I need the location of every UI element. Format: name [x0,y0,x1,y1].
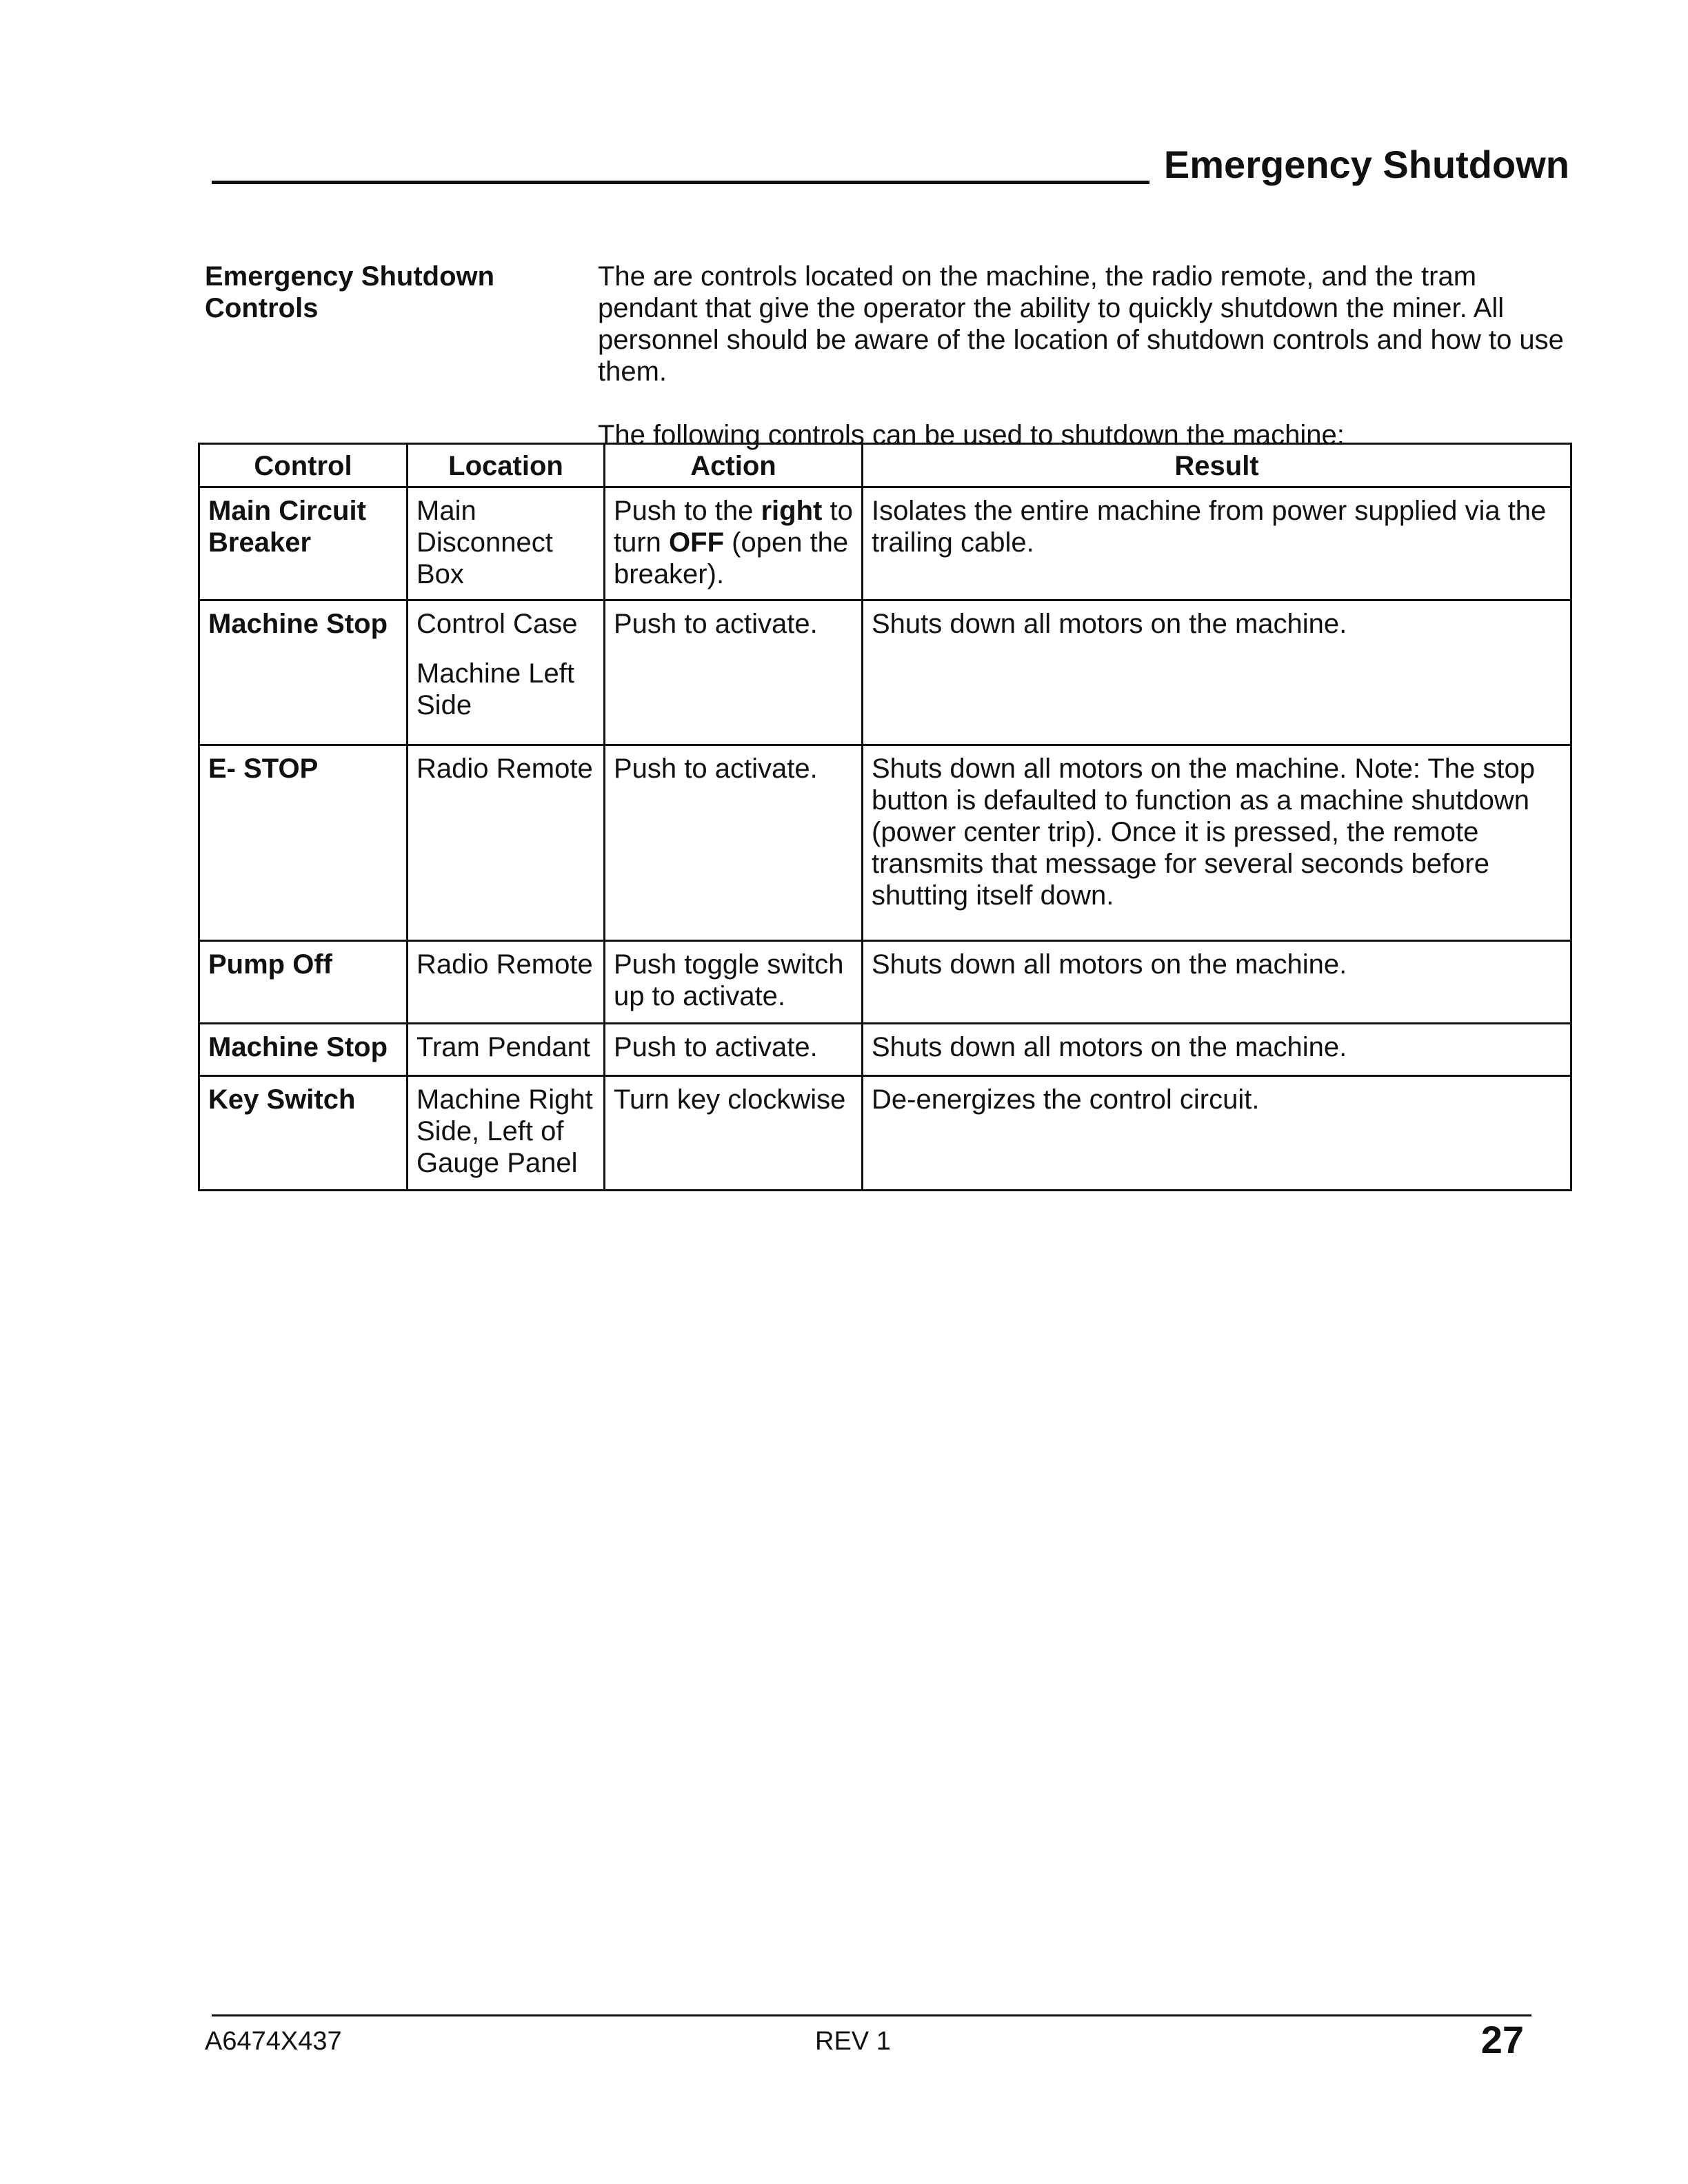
cell-control: Key Switch [199,1076,408,1191]
header-rule [212,181,1149,184]
cell-action [605,745,863,941]
cell-location [408,487,605,600]
cell-control: Machine Stop [199,1024,408,1076]
page-title: Emergency Shutdown [1163,143,1569,186]
column-header-result: Result [863,444,1571,487]
cell-location [408,745,605,941]
cell-location [408,941,605,1024]
action-text: Push to activate. [614,1032,818,1062]
cell-control: Machine Stop [199,600,408,745]
revision-label: REV 1 [815,2027,891,2056]
table-body [199,487,1571,1191]
shutdown-controls-table [198,443,1572,1191]
cell-result: Isolates the entire machine from power supplied via the trailing cable. [863,487,1571,600]
location-line: Radio Remote [416,949,593,980]
table-row [199,941,1571,1024]
action-text: to turn [614,496,853,558]
cell-location [408,1076,605,1191]
cell-result: Shuts down all motors on the machine. Note: The stop button is defaulted to function as a machine shutdown (power center trip). Once it is pressed, the remote transmits that message for several seconds before shutting itself down. [863,745,1571,941]
cell-action [605,1076,863,1191]
cell-location [408,1024,605,1076]
table-row [199,600,1571,745]
page-number: 27 [1480,2018,1524,2061]
cell-action [605,941,863,1024]
location-line: Tram Pendant [416,1032,590,1062]
intro-paragraph: The are controls located on the machine, the radio remote, and the tram pendant that give the operator the ability to quickly shutdown the miner. All personnel should be aware of the location of shutdown controls and how to use them. [598,261,1564,387]
column-header-control: Control [199,444,408,487]
column-header-location: Location [408,444,605,487]
section-label: Emergency Shutdown Controls [205,261,495,323]
location-line: Control Case [416,609,578,639]
cell-action [605,1024,863,1076]
document-number: A6474X437 [205,2027,342,2056]
action-text: Turn key clockwise [614,1084,846,1115]
section-intro [598,261,1577,451]
action-text: (open the breaker). [614,527,849,589]
location-line: Radio Remote [416,754,593,784]
cell-action [605,487,863,600]
action-text: Push to activate. [614,609,818,639]
location-line: Machine Left Side [416,658,575,720]
action-text: Push toggle switch up to activate. [614,949,844,1011]
table-row [199,1076,1571,1191]
footer-rule [212,2014,1531,2016]
cell-control: Main Circuit Breaker [199,487,408,600]
column-header-action: Action [605,444,863,487]
table-row [199,487,1571,600]
cell-control: Pump Off [199,941,408,1024]
cell-result: Shuts down all motors on the machine. [863,941,1571,1024]
cell-action [605,600,863,745]
action-text: Push to activate. [614,754,818,784]
cell-result: Shuts down all motors on the machine. [863,600,1571,745]
action-emphasis: right [761,496,823,526]
action-text: Push to the [614,496,761,526]
cell-result: Shuts down all motors on the machine. [863,1024,1571,1076]
intro-lead: The following controls can be used to shutdown the machine: [598,420,1345,450]
table-header-row [199,444,1571,487]
action-emphasis: OFF [669,527,725,558]
location-line: Main Disconnect Box [416,496,553,589]
location-line: Machine Right Side, Left of Gauge Panel [416,1084,593,1178]
cell-location [408,600,605,745]
cell-control: E- STOP [199,745,408,941]
cell-result: De-energizes the control circuit. [863,1076,1571,1191]
table-row [199,1024,1571,1076]
table-row [199,745,1571,941]
